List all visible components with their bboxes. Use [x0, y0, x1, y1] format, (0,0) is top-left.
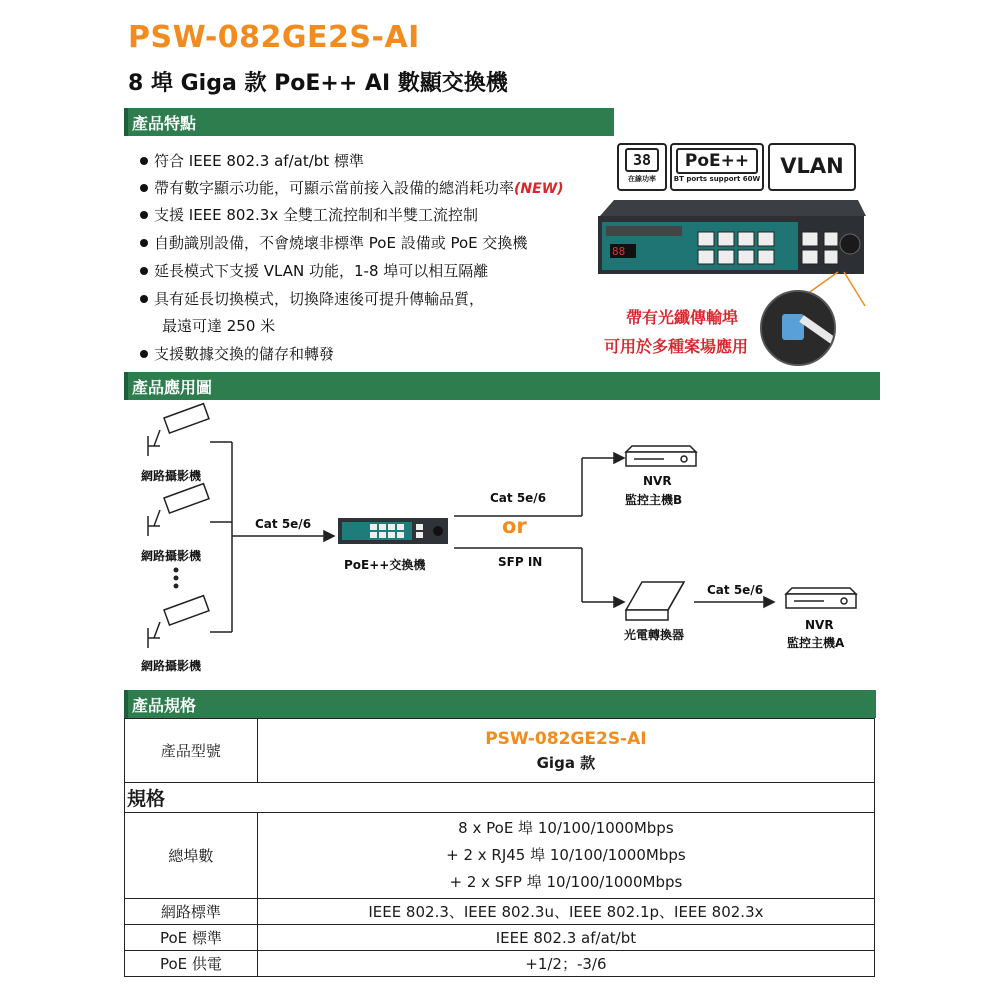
table-row — [125, 783, 875, 813]
nvr-a-title: NVR — [805, 618, 834, 632]
spec-model-value: PSW-082GE2S-AI — [485, 728, 647, 749]
feature-item — [140, 288, 484, 309]
feature-item — [140, 150, 364, 171]
svg-text:88: 88 — [612, 245, 626, 258]
or-label: or — [502, 514, 527, 538]
table-cell-label: PoE 標準 — [125, 925, 258, 951]
bullet-icon — [140, 184, 148, 192]
bullet-icon — [140, 239, 148, 247]
table-row — [125, 925, 875, 951]
model-title: PSW-082GE2S-AI — [128, 20, 420, 55]
feature-item — [140, 260, 488, 281]
feature-text: 自動識別設備，不會燒壞非標準 PoE 設備或 PoE 交換機 — [154, 234, 528, 252]
nvr-b-title: NVR — [643, 474, 672, 488]
table-row — [125, 951, 875, 977]
table-row — [125, 813, 875, 899]
bullet-icon — [140, 295, 148, 303]
spec-line: 8 x PoE 埠 10/100/1000Mbps — [458, 819, 674, 837]
nvr-b-subtitle: 監控主機B — [625, 493, 683, 507]
camera-icon — [148, 404, 209, 456]
media-converter-icon — [626, 582, 684, 620]
feature-text: 支援 IEEE 802.3x 全雙工流控制和半雙工流控制 — [154, 206, 478, 224]
table-cell-label: 網路標準 — [125, 899, 258, 925]
section-title-features: 產品特點 — [132, 114, 197, 133]
feature-item — [140, 232, 527, 253]
spec-section-label: 規格 — [125, 783, 875, 813]
poe-label: PoE++ — [676, 148, 758, 174]
feature-text: 具有延長切換模式，切換降速後可提升傳輸品質， — [154, 290, 485, 308]
bullet-icon — [140, 211, 148, 219]
nvr-icon — [786, 588, 856, 608]
section-title-specs: 產品規格 — [132, 696, 197, 715]
feature-item — [140, 343, 334, 364]
application-diagram — [124, 400, 876, 690]
section-bar-features — [124, 108, 614, 136]
bullet-icon — [140, 267, 148, 275]
feature-text: 最遠可達 250 米 — [162, 317, 276, 335]
feature-text: 延長模式下支援 VLAN 功能，1-8 埠可以相互隔離 — [154, 262, 489, 280]
table-cell-value — [257, 813, 874, 899]
table-row — [125, 719, 875, 783]
poe-badge — [670, 143, 764, 191]
section-bar-application — [124, 372, 880, 400]
camera-label: 網路攝影機 — [141, 549, 202, 563]
fiber-port-zoom-image — [760, 290, 836, 366]
poe-caption: BT ports support 60W — [673, 175, 761, 183]
camera-label: 網路攝影機 — [141, 469, 202, 483]
table-cell-label: 總埠數 — [125, 813, 258, 899]
spec-model-variant: Giga 款 — [536, 753, 596, 772]
seven-segment-icon: 38 — [625, 148, 659, 172]
sfp-label: SFP IN — [498, 555, 543, 569]
cable-label: Cat 5e/6 — [707, 583, 764, 597]
vlan-label: VLAN — [780, 154, 844, 178]
table-cell-value: IEEE 802.3 af/at/bt — [257, 925, 874, 951]
feature-text: 帶有數字顯示功能，可顯示當前接入設備的總消耗功率 — [154, 179, 515, 197]
switch-icon — [338, 518, 448, 544]
power-caption: 在線功率 — [628, 175, 656, 183]
fiber-note-line1: 帶有光纖傳輸埠 — [626, 308, 739, 327]
camera-label: 網路攝影機 — [141, 659, 202, 673]
camera-icon — [148, 596, 209, 648]
spec-line: + 2 x RJ45 埠 10/100/1000Mbps — [446, 846, 686, 864]
table-cell-label: PoE 供電 — [125, 951, 258, 977]
feature-text: 支援數據交換的儲存和轉發 — [154, 345, 335, 363]
new-tag: (NEW) — [514, 181, 564, 197]
cable-label: Cat 5e/6 — [255, 517, 312, 531]
feature-text: 符合 IEEE 802.3 af/at/bt 標準 — [154, 152, 364, 170]
converter-label: 光電轉換器 — [624, 628, 685, 642]
fiber-note-line2: 可用於多種案場應用 — [604, 337, 749, 356]
product-subtitle: 8 埠 Giga 款 PoE++ AI 數顯交換機 — [128, 71, 508, 96]
switch-label: PoE++交換機 — [344, 558, 426, 572]
feature-item — [140, 177, 564, 198]
bullet-icon — [140, 157, 148, 165]
power-display-badge — [617, 143, 667, 191]
feature-item-continued — [162, 315, 275, 336]
table-cell-value — [257, 719, 874, 783]
bullet-icon — [140, 350, 148, 358]
table-cell-value: +1/2；-3/6 — [257, 951, 874, 977]
camera-icon — [148, 484, 209, 536]
spec-line: + 2 x SFP 埠 10/100/1000Mbps — [449, 873, 683, 891]
section-title-application: 產品應用圖 — [132, 378, 213, 397]
nvr-icon — [626, 446, 696, 466]
feature-item — [140, 204, 478, 225]
nvr-a-subtitle: 監控主機A — [787, 636, 845, 650]
section-bar-specs — [124, 690, 876, 718]
vlan-badge — [768, 143, 856, 191]
table-cell-value: IEEE 802.3、IEEE 802.3u、IEEE 802.1p、IEEE 802.3x — [257, 899, 874, 925]
table-cell-label: 產品型號 — [125, 719, 258, 783]
table-row — [125, 899, 875, 925]
cable-label: Cat 5e/6 — [490, 491, 547, 505]
spec-table — [124, 718, 875, 977]
